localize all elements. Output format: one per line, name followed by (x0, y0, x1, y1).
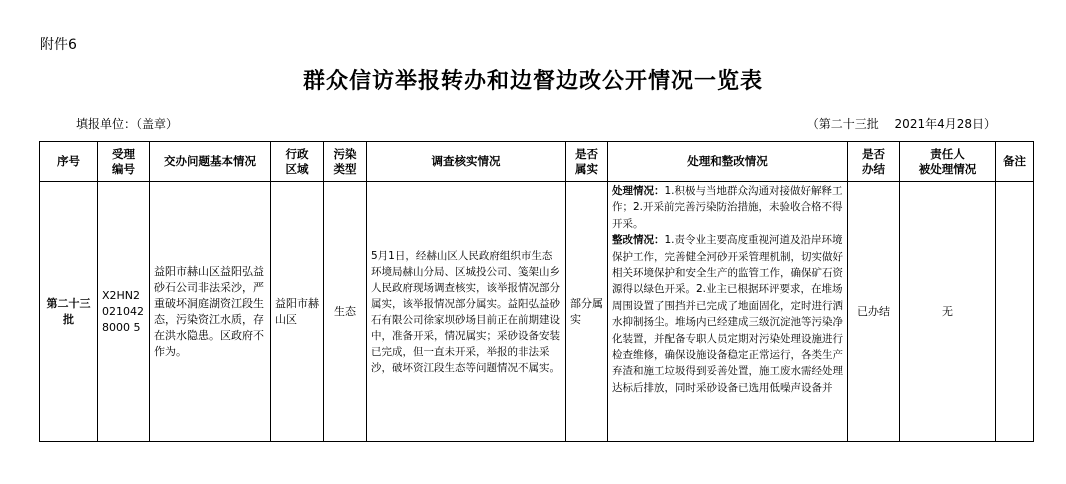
header-handling: 处理和整改情况 (608, 142, 848, 182)
cell-region: 益阳市赫山区 (271, 182, 324, 442)
attachment-label: 附件6 (40, 37, 77, 53)
disclosure-table (39, 141, 1034, 442)
header-issue: 交办问题基本情况 (150, 142, 271, 182)
cell-handling (608, 182, 848, 442)
header-is-true (566, 142, 608, 182)
header-region (271, 142, 324, 182)
header-investigation: 调查核实情况 (367, 142, 566, 182)
table-row (40, 182, 1034, 442)
handling-text: 1.积极与当地群众沟通对接做好解释工作；2.开采前完善污染防治措施，未验收合格不得开采。 (612, 185, 843, 230)
header-accountability (900, 142, 996, 182)
header-receipt-no-label: 受理 编号 (112, 146, 135, 176)
document-title: 群众信访举报转办和边督边改公开情况一览表 (302, 68, 763, 94)
header-accountability-label: 责任人 被处理情况 (918, 146, 977, 176)
header-is-closed-label: 是否 办结 (862, 146, 885, 176)
header-pollution-type-label: 污染 类型 (333, 146, 357, 176)
header-receipt-no (98, 142, 150, 182)
fill-unit-label: 填报单位：（盖章） (76, 117, 179, 131)
header-region-label: 行政 区域 (285, 146, 309, 176)
handling-text-block (612, 183, 843, 440)
cell-is-true: 部分属实 (566, 182, 608, 442)
cell-remarks (996, 182, 1034, 442)
rectification-label: 整改情况： (612, 234, 665, 247)
header-is-true-label: 是否 属实 (575, 146, 598, 176)
rectification-text: 1.责令业主要高度重视河道及沿岸环境保护工作，完善健全河砂开采管理机制，切实做好相关环境保护和安全生产的监管工作，确保矿石资源得以绿色开采。2.业主已根据环评要求，在堆场周围设置了围挡并已完成了地面固化，定时进行洒水抑制扬尘。堆场内已经建成三级沉淀池等污染净化装置，并配备专职人员定期对污染处理设施进行检查维修，确保设施设备稳定正常运行，各类生产弃渣和施工垃圾得到妥善处置，施工废水需经处理达标后排放，同时采砂设备已选用低噪声设备并 (612, 234, 843, 394)
cell-accountability: 无 (900, 182, 996, 442)
header-seq: 序号 (40, 142, 98, 182)
header-is-closed (848, 142, 900, 182)
header-pollution-type (324, 142, 367, 182)
cell-receipt-no: X2HN20210428000 5 (98, 182, 150, 442)
header-remarks: 备注 (996, 142, 1034, 182)
cell-is-closed: 已办结 (848, 182, 900, 442)
cell-investigation: 5月1日，经赫山区人民政府组织市生态环境局赫山分局、区城投公司、笺架山乡人民政府现场调查核实，该举报情况部分属实，该举报情况部分属实。益阳弘益砂石有限公司徐家坝砂场目前正在前期建设中，准备开采，情况属实；采砂设备安装已完成，但一直未开采，举报的非法采沙，破坏资江段生态等问题情况不属实。 (367, 182, 566, 442)
cell-pollution-type: 生态 (324, 182, 367, 442)
handling-label: 处理情况： (612, 185, 665, 197)
table-header-row (40, 142, 1034, 182)
batch-date-info: （第二十三批 2021年4月28日） (806, 117, 996, 131)
cell-issue: 益阳市赫山区益阳弘益砂石公司非法采沙，严重破坏洞庭湖资江段生态，污染资江水质，存在洪水隐患。区政府不作为。 (150, 182, 271, 442)
cell-seq: 第二十三批 (40, 182, 98, 442)
